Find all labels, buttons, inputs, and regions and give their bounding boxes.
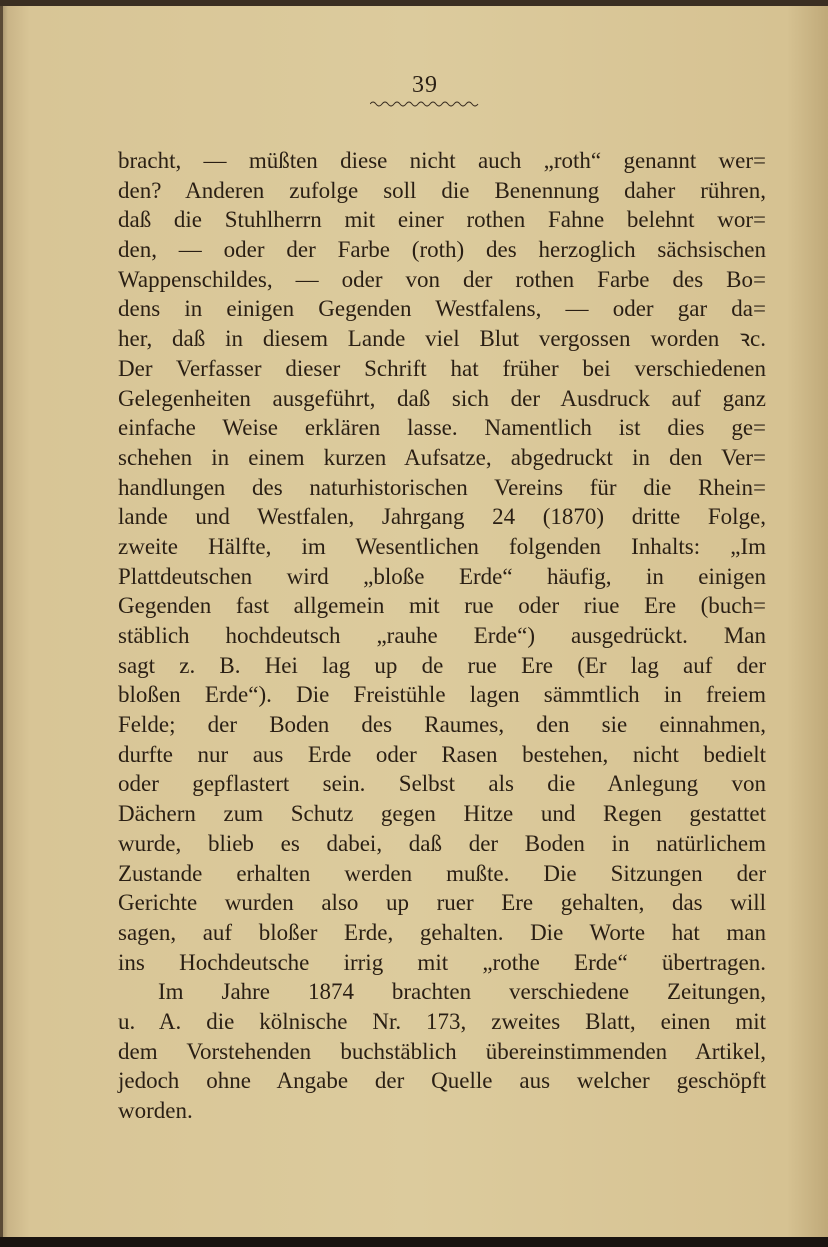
page-bottom-edge (0, 1237, 828, 1247)
text-line: schehen in einem kurzen Aufsatze, abgedruckt in den Ver= (118, 444, 766, 470)
text-line: Im Jahre 1874 brachten verschiedene Zeitungen, (158, 979, 766, 1005)
text-line: her, daß in diesem Lande viel Blut vergossen worden ꝛc. (118, 326, 766, 352)
text-line: u. A. die kölnische Nr. 173, zweites Blatt, einen mit (118, 1008, 766, 1034)
text-line: einfache Weise erklären lasse. Namentlich ist dies ge= (118, 415, 766, 441)
text-line: Gegenden fast allgemein mit rue oder riue Ere (buch= (118, 593, 766, 619)
text-line: zweite Hälfte, im Wesentlichen folgenden Inhalts: „Im (118, 533, 766, 559)
text-line: durfte nur aus Erde oder Rasen bestehen, nicht bedielt (118, 741, 766, 767)
text-line: Wappenschildes, — oder von der rothen Farbe des Bo= (118, 266, 766, 292)
ornamental-rule (370, 100, 480, 108)
text-line: den? Anderen zufolge soll die Benennung daher rühren, (118, 177, 766, 203)
text-line: den, — oder der Farbe (roth) des herzoglich sächsischen (118, 237, 766, 263)
text-line: Felde; der Boden des Raumes, den sie einnahmen, (118, 712, 766, 738)
text-line: lande und Westfalen, Jahrgang 24 (1870) dritte Folge, (118, 504, 766, 530)
page-number: 39 (412, 72, 438, 98)
text-line: jedoch ohne Angabe der Quelle aus welcher geschöpft (118, 1068, 766, 1094)
text-line: Gerichte wurden also up ruer Ere gehalten, das will (118, 890, 766, 916)
page-left-edge (0, 0, 3, 1247)
text-line: stäblich hochdeutsch „rauhe Erde“) ausgedrückt. Man (118, 623, 766, 648)
text-line: dens in einigen Gegenden Westfalens, — oder gar da= (118, 296, 766, 322)
text-line: Der Verfasser dieser Schrift hat früher bei verschiedenen (118, 355, 766, 381)
text-line: sagt z. B. Hei lag up de rue Ere (Er lag auf der (118, 652, 766, 678)
text-line: bracht, — müßten diese nicht auch „roth“ genannt wer= (118, 148, 766, 173)
text-line: oder gepflastert sein. Selbst als die Anlegung von (118, 771, 766, 797)
text-line: dem Vorstehenden buchstäblich übereinstimmenden Artikel, (118, 1038, 766, 1064)
text-line: daß die Stuhlherrn mit einer rothen Fahne belehnt wor= (118, 207, 766, 233)
text-line: wurde, blieb es dabei, daß der Boden in natürlichem (118, 830, 766, 856)
text-line: Dächern zum Schutz gegen Hitze und Regen gestattet (118, 801, 766, 827)
text-line: sagen, auf bloßer Erde, gehalten. Die Worte hat man (118, 919, 766, 945)
text-line: Plattdeutschen wird „bloße Erde“ häufig, in einigen (118, 563, 766, 589)
page-top-edge (0, 0, 828, 6)
text-line: Gelegenheiten ausgeführt, daß sich der Ausdruck auf ganz (118, 385, 766, 411)
text-line: ins Hochdeutsche irrig mit „rothe Erde“ übertragen. (118, 949, 766, 975)
text-line: worden. (118, 1098, 193, 1123)
body-text (118, 146, 766, 1126)
text-line: Zustande erhalten werden mußte. Die Sitzungen der (118, 860, 766, 886)
text-line: bloßen Erde“). Die Freistühle lagen sämmtlich in freiem (118, 682, 766, 708)
text-line: handlungen des naturhistorischen Vereins für die Rhein= (118, 474, 766, 500)
